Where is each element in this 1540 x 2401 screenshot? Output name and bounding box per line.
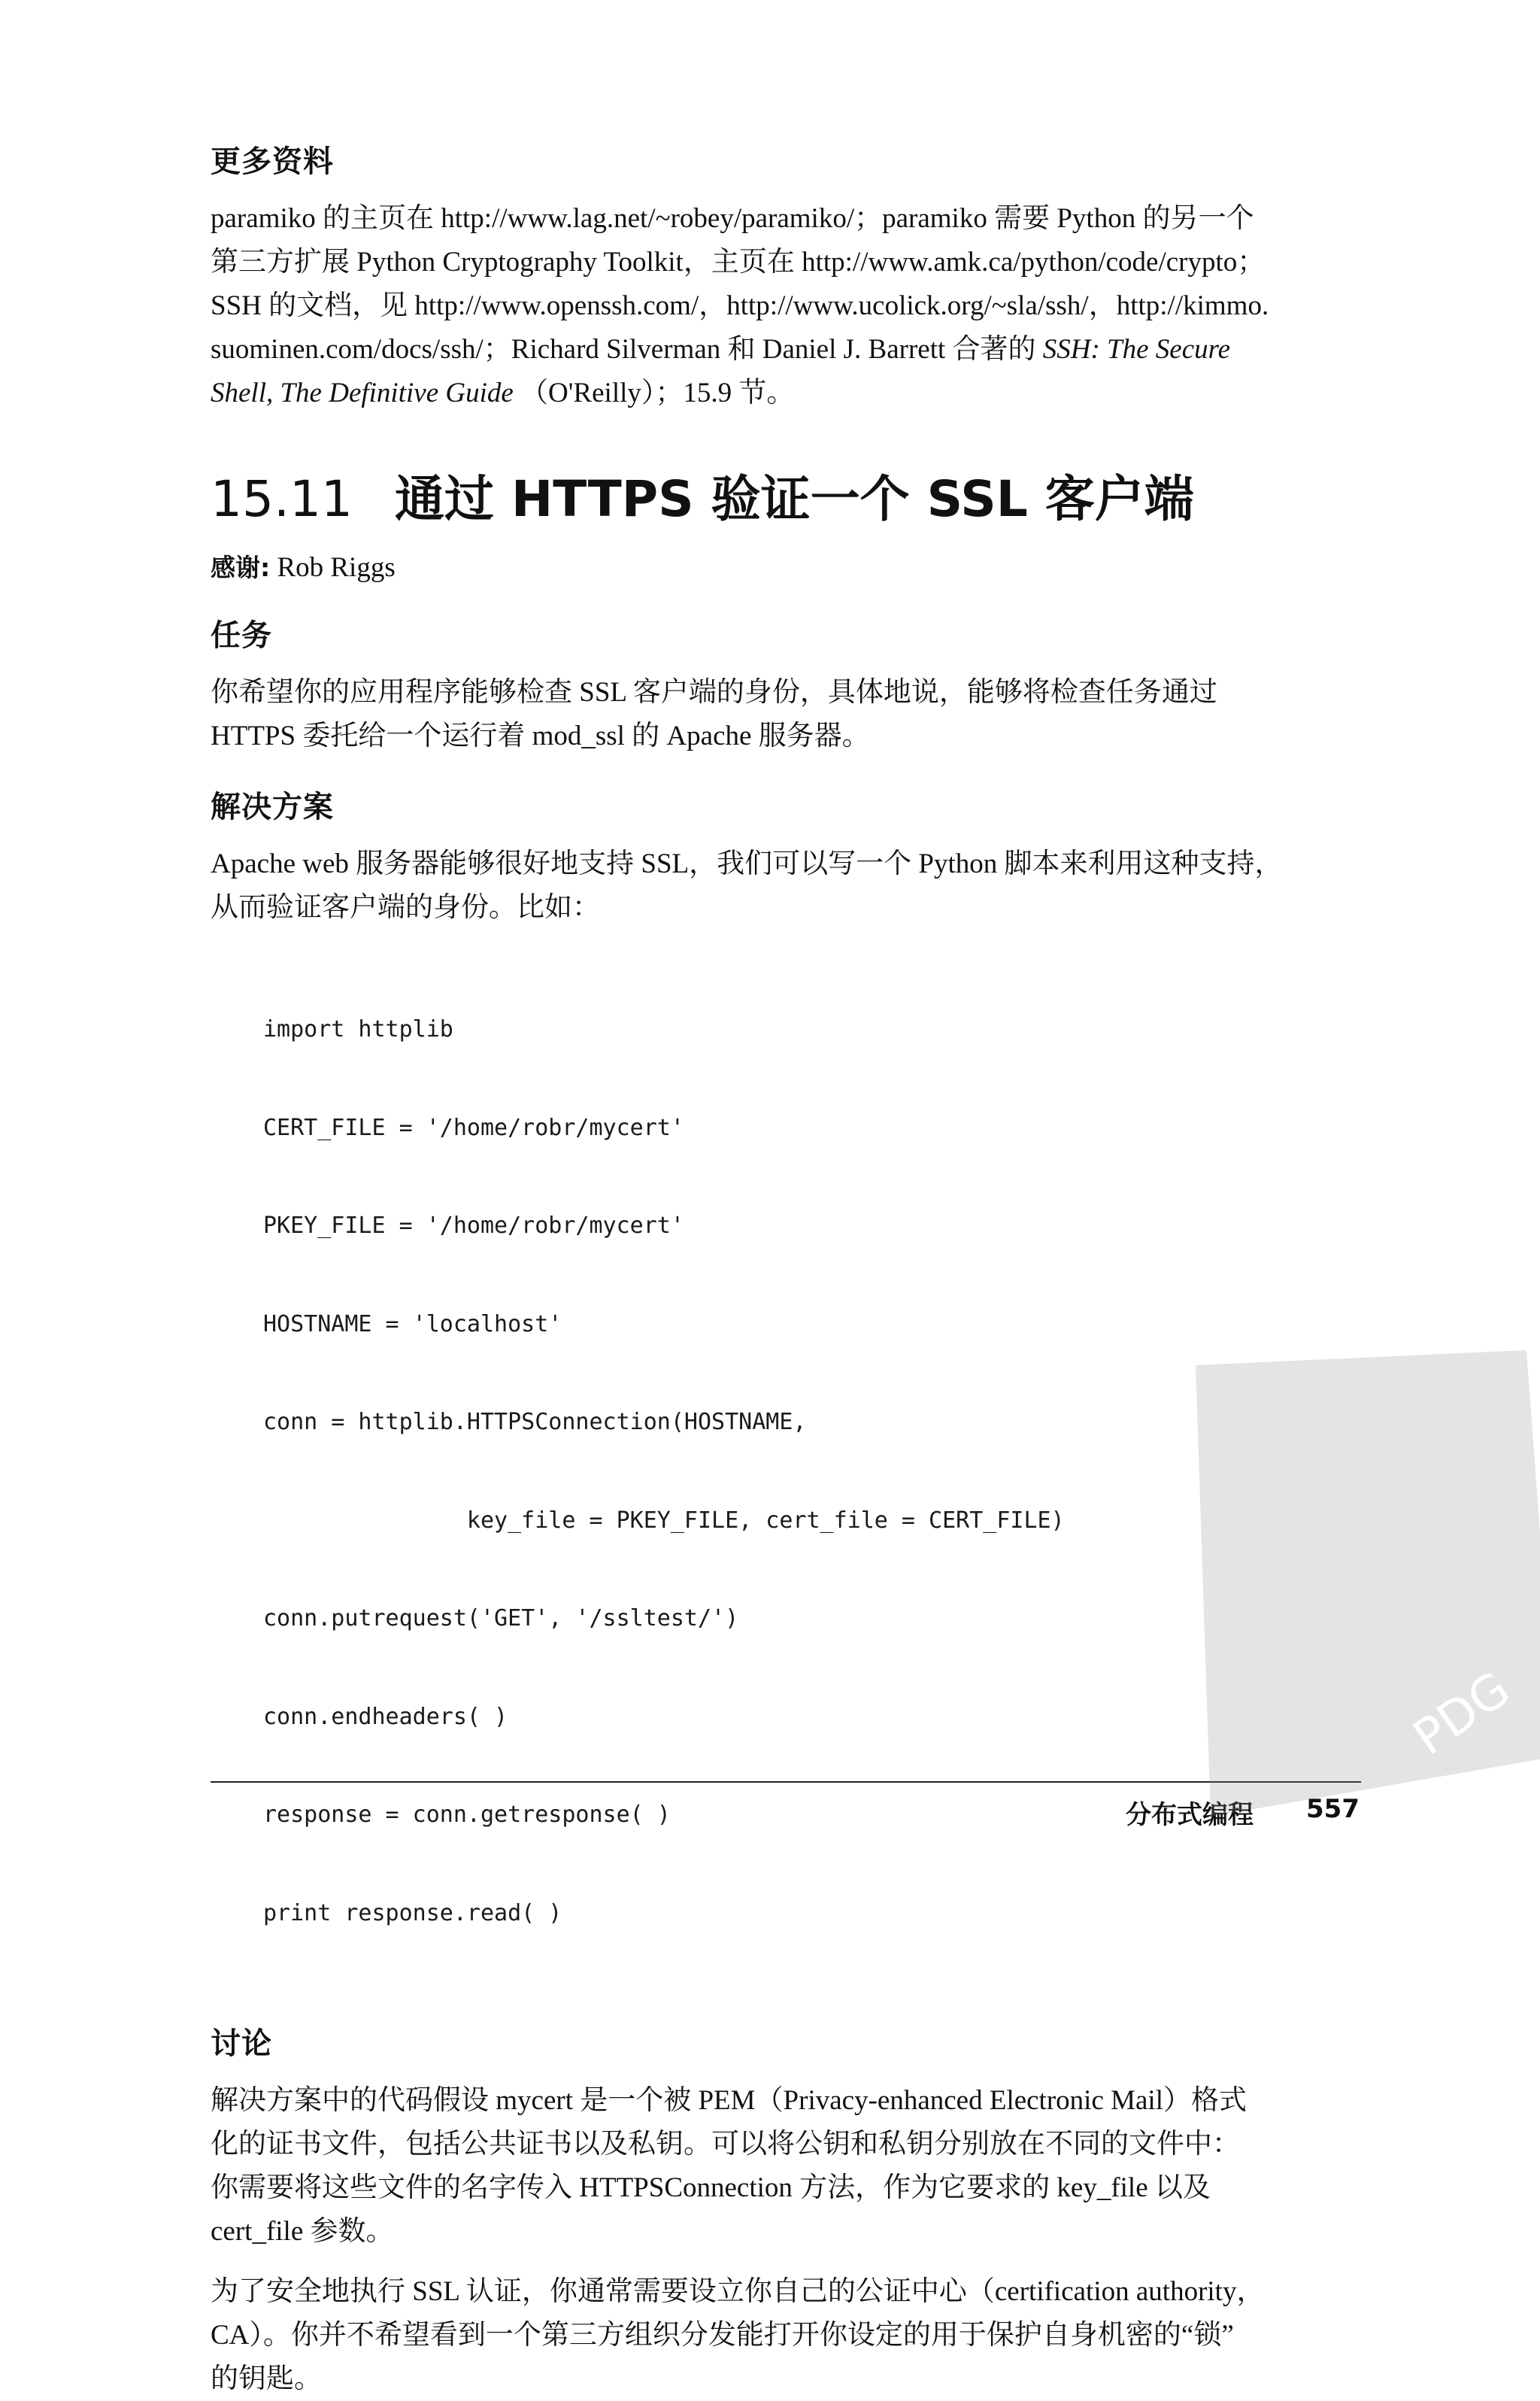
watermark-text: PDG [1403, 1661, 1520, 1767]
code-line: conn.putrequest('GET', '/ssltest/') [263, 1605, 739, 1632]
discussion-heading: 讨论 [211, 2026, 272, 2061]
text-line: 从而验证客户端的身份。比如： [211, 892, 600, 923]
code-line: response = conn.getresponse( ) [263, 1802, 671, 1828]
code-line: key_file = PKEY_FILE, cert_file = CERT_FILE) [263, 1507, 1065, 1534]
book-title-part: SSH: The Secure [1042, 334, 1231, 365]
page-content [211, 143, 1361, 2401]
code-line: HOSTNAME = 'localhost' [263, 1310, 562, 1337]
text-line [211, 328, 1361, 372]
task-block [211, 617, 1361, 758]
more-info-paragraph [211, 197, 1361, 415]
credit-label: 感谢: [211, 553, 271, 582]
discussion-paragraph-1 [211, 2079, 1361, 2254]
code-line: import httplib [263, 1016, 453, 1043]
credit-name: Rob Riggs [277, 552, 396, 583]
section-number: 15.11 [211, 470, 353, 528]
discussion-block [211, 2025, 1361, 2401]
text-line: CA）。你并不希望看到一个第三方组织分发能打开你设定的用于保护自身机密的“锁” [211, 2320, 1234, 2351]
more-info-heading: 更多资料 [211, 144, 334, 179]
text-line: 的钥匙。 [211, 2363, 322, 2394]
text-line: cert_file 参数。 [211, 2216, 394, 2247]
watermark-seal [1105, 1335, 1540, 1824]
code-line: conn = httplib.HTTPSConnection(HOSTNAME, [263, 1409, 807, 1435]
task-paragraph [211, 671, 1361, 758]
text-line: 化的证书文件，包括公共证书以及私钥。可以将公钥和私钥分别放在不同的文件中： [211, 2129, 1240, 2160]
text-line: 为了安全地执行 SSL 认证，你通常需要设立你自己的公证中心（certification authority， [211, 2276, 1265, 2307]
page-number: 557 [1306, 1794, 1360, 1824]
section-title-text: 通过 HTTPS 验证一个 SSL 客户端 [395, 470, 1194, 528]
text-line: 第三方扩展 Python Cryptography Toolkit，主页在 http://www.amk.ca/python/code/crypto； [211, 247, 1266, 278]
solution-paragraph [211, 842, 1361, 930]
text-segment: （O'Reilly）；15.9 节。 [520, 378, 795, 408]
solution-heading: 解决方案 [211, 790, 334, 824]
text-segment: suominen.com/docs/ssh/；Richard Silverman 和 Daniel J. Barrett 合著的 [211, 334, 1043, 365]
code-line: conn.endheaders( ) [263, 1703, 508, 1730]
text-line: 你希望你的应用程序能够检查 SSL 客户端的身份，具体地说，能够将检查任务通过 [211, 677, 1217, 708]
text-line: 你需要将这些文件的名字传入 HTTPSConnection 方法，作为它要求的 key_file 以及 [211, 2172, 1211, 2203]
book-title-part: Shell, The Definitive Guide [211, 378, 514, 408]
text-line: HTTPS 委托给一个运行着 mod_ssl 的 Apache 服务器。 [211, 721, 870, 751]
code-line: CERT_FILE = '/home/robr/mycert' [263, 1114, 684, 1141]
section-title [211, 469, 1361, 530]
credit-line [211, 549, 1361, 587]
task-heading: 任务 [211, 618, 272, 653]
text-line: SSH 的文档，见 http://www.openssh.com/，http://www.ucolick.org/~sla/ssh/，http://kimmo. [211, 290, 1269, 321]
watermark-seal-shape [1196, 1350, 1540, 1817]
code-line: PKEY_FILE = '/home/robr/mycert' [263, 1213, 684, 1239]
text-line: 解决方案中的代码假设 mycert 是一个被 PEM（Privacy-enhanced Electronic Mail）格式 [211, 2085, 1247, 2116]
text-line: paramiko 的主页在 http://www.lag.net/~robey/paramiko/；paramiko 需要 Python 的另一个 [211, 203, 1254, 234]
discussion-paragraph-2 [211, 2270, 1361, 2401]
code-line: print response.read( ) [263, 1899, 562, 1926]
text-line: Apache web 服务器能够很好地支持 SSL，我们可以写一个 Python 脚本来利用这种支持， [211, 848, 1283, 879]
text-line [211, 372, 1361, 415]
chapter-name: 分布式编程 [1126, 1800, 1254, 1830]
